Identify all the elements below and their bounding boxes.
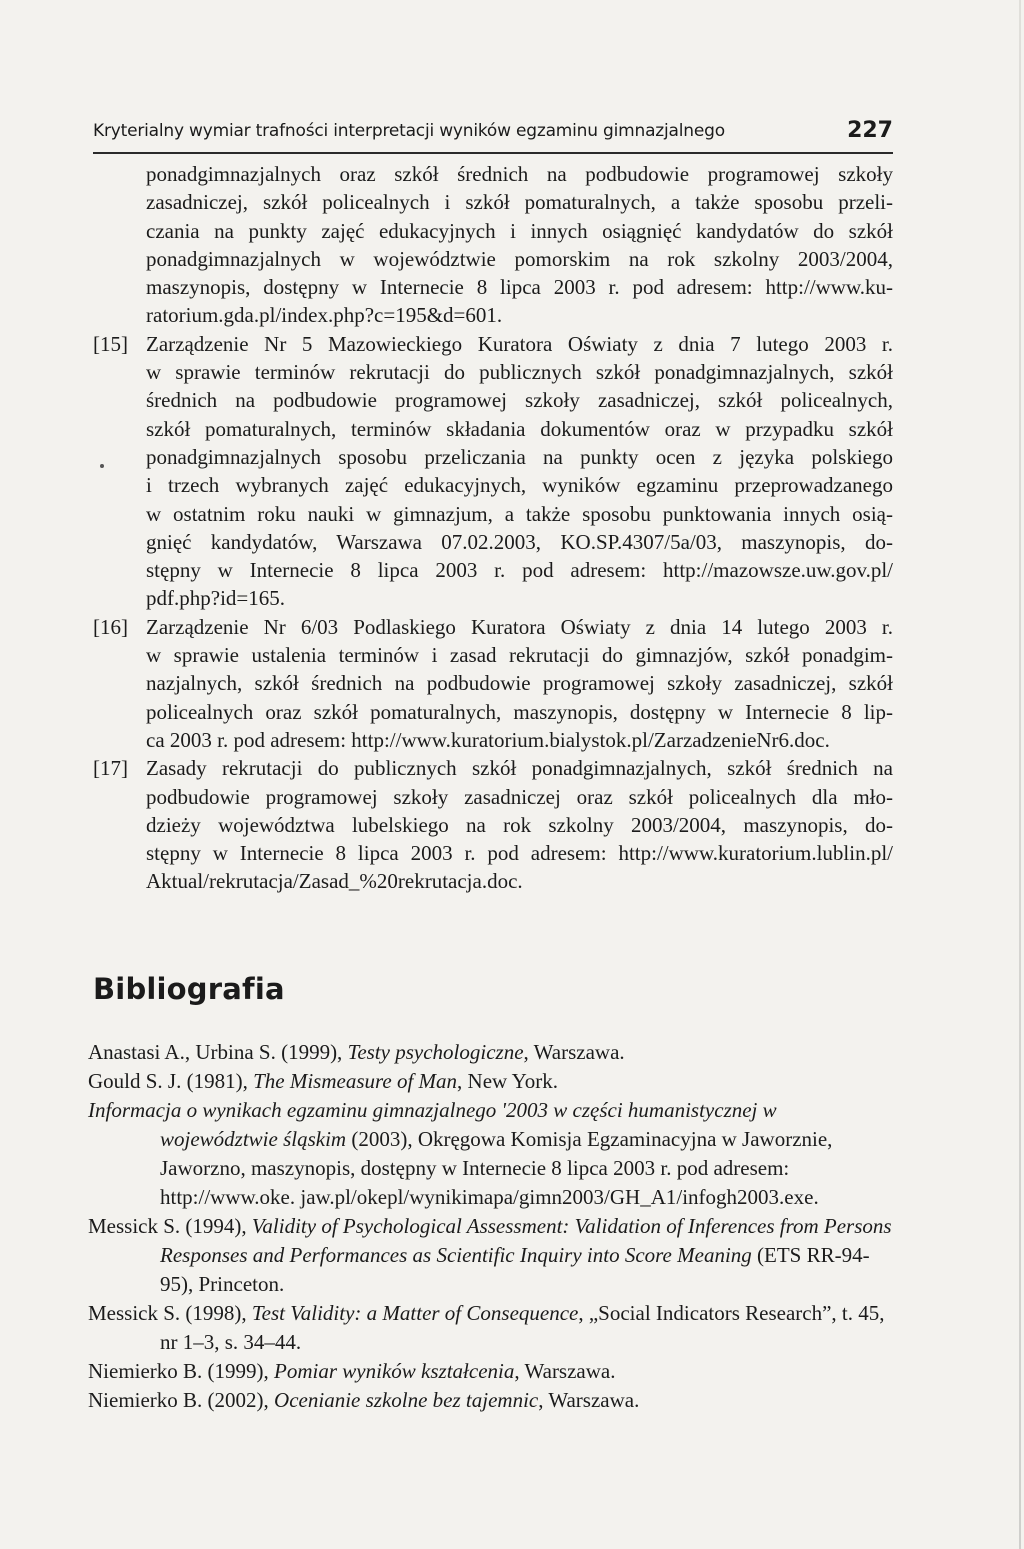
reference-line: Zarządzenie Nr 5 Mazowieckiego Kuratora Oświaty z dnia 7 lutego 2003 r. [146, 331, 893, 356]
bib-entry-details: , Warszawa. [514, 1359, 616, 1383]
bibliography-entry [88, 1386, 898, 1415]
reference-line: Zasady rekrutacji do publicznych szkół ponadgimnazjalnych, szkół średnich na [146, 756, 893, 781]
running-title: Kryterialny wymiar trafności interpretacji wyników egzaminu gimnazjalnego [93, 121, 725, 141]
reference-line: Aktual/rekrutacja/Zasad_%20rekrutacja.doc. [146, 869, 523, 894]
bibliography-entry [88, 1212, 898, 1299]
reference-line: gnięć kandydatów, Warszawa 07.02.2003, KO.SP.4307/5a/03, maszynopis, do- [146, 529, 893, 554]
reference-number: [16] [93, 614, 128, 639]
reference-line: w sprawie terminów rekrutacji do publicznych szkół ponadgimnazjalnych, szkół [146, 360, 893, 385]
reference-line: Zarządzenie Nr 6/03 Podlaskiego Kuratora Oświaty z dnia 14 lutego 2003 r. [146, 614, 893, 639]
reference-entry-17 [93, 754, 893, 895]
reference-line: nazjalnych, szkół średnich na podbudowie programowej szkoły zasadniczej, szkół [146, 671, 893, 696]
bib-entry-title: Validity of Psychological Assessment: Validation of Inferences from Persons Responses and Performances as Scientific Inquiry into Score Meaning [160, 1214, 892, 1267]
reference-line: ponadgimnazjalnych sposobu przeliczania na punkty ocen z języka polskiego [146, 444, 893, 469]
bib-entry-title: Pomiar wyników kształcenia [274, 1359, 515, 1383]
bib-entry-authors: Niemierko B. (2002), [88, 1388, 275, 1412]
reference-line: średnich na podbudowie programowej szkoły zasadniczej, szkół policealnych, [146, 388, 893, 413]
scan-speck [100, 464, 104, 468]
reference-line: czania na punkty zajęć edukacyjnych i innych osiągnięć kandydatów do szkół [146, 218, 893, 243]
bibliography-entry [88, 1096, 898, 1212]
bib-entry-authors: Niemierko B. (1999), [88, 1359, 275, 1383]
bib-entry-details: , Warszawa. [538, 1388, 640, 1412]
bib-entry-details: , New York. [457, 1069, 558, 1093]
reference-line: maszynopis, dostępny w Internecie 8 lipca 2003 r. pod adresem: http://www.ku- [146, 275, 893, 300]
reference-line: pdf.php?id=165. [146, 586, 285, 611]
reference-line: stępny w Internecie 8 lipca 2003 r. pod adresem: http://www.kuratorium.lublin.pl/ [146, 841, 893, 866]
bib-entry-details: , Warszawa. [523, 1040, 625, 1064]
reference-line: w sprawie ustalenia terminów i zasad rekrutacji do gimnazjów, szkół ponadgim- [146, 643, 893, 668]
reference-line: ponadgimnazjalnych w województwie pomorskim na rok szkolny 2003/2004, [146, 246, 893, 271]
reference-line: w ostatnim roku nauki w gimnazjum, a także sposobu punktowania innych osią- [146, 501, 893, 526]
reference-list [93, 160, 893, 896]
bib-entry-authors: Messick S. (1994), [88, 1214, 252, 1238]
reference-line: policealnych oraz szkół pomaturalnych, maszynopis, dostępny w Internecie 8 lip- [146, 699, 893, 724]
bib-entry-title: Informacja o wynikach egzaminu gimnazjalnego '2003 w części humanistycznej w województwie śląskim [88, 1098, 777, 1151]
running-header [93, 118, 893, 154]
reference-line: ratorium.gda.pl/index.php?c=195&d=601. [146, 303, 503, 328]
bibliography-list [88, 1038, 898, 1415]
reference-line: i trzech wybranych zajęć edukacyjnych, wyników egzaminu przeprowadzanego [146, 473, 893, 498]
bib-entry-title: Ocenianie szkolne bez tajemnic [274, 1388, 539, 1412]
reference-number: [17] [93, 756, 128, 781]
reference-number: [15] [93, 331, 128, 356]
bib-entry-details: (2003), Okręgowa Komisja Egzaminacyjna w Jaworznie, Jaworzno, maszynopis, dostępny w Internecie 8 lipca 2003 r. pod adresem: http://www.oke. jaw.pl/okepl/wynikimapa/gimn2003/GH_A1/infogh2003.exe. [160, 1127, 833, 1209]
reference-line: stępny w Internecie 8 lipca 2003 r. pod adresem: http://mazowsze.uw.gov.pl/ [146, 558, 893, 583]
reference-line: ca 2003 r. pod adresem: http://www.kuratorium.bialystok.pl/ZarzadzenieNr6.doc. [146, 727, 830, 752]
reference-line: szkół pomaturalnych, terminów składania dokumentów oraz w przypadku szkół [146, 416, 893, 441]
bib-entry-title: Testy psychologiczne [347, 1040, 524, 1064]
reference-line: dzieży województwa lubelskiego na rok szkolny 2003/2004, maszynopis, do- [146, 812, 893, 837]
reference-entry-15 [93, 330, 893, 613]
bib-entry-title: Test Validity: a Matter of Consequence [251, 1301, 579, 1325]
bibliography-entry [88, 1067, 898, 1096]
bib-entry-authors: Gould S. J. (1981), [88, 1069, 254, 1093]
bibliography-entry [88, 1038, 898, 1067]
bib-entry-details: , „Social Indicators Research”, t. 45, nr 1–3, s. 34–44. [160, 1301, 885, 1354]
bib-entry-details: (ETS RR-94-95), Princeton. [160, 1243, 870, 1296]
scan-edge-shadow [1019, 0, 1021, 1549]
section-heading-bibliography: Bibliografia [93, 972, 285, 1006]
bibliography-entry [88, 1357, 898, 1386]
bib-entry-authors: Anastasi A., Urbina S. (1999), [88, 1040, 348, 1064]
reference-entry-14-continued [93, 160, 893, 330]
reference-line: podbudowie programowej szkoły zasadniczej oraz szkół policealnych dla mło- [146, 784, 893, 809]
reference-line: ponadgimnazjalnych oraz szkół średnich na podbudowie programowej szkoły [146, 162, 893, 186]
bib-entry-title: The Mismeasure of Man [253, 1069, 458, 1093]
reference-line: zasadniczej, szkół policealnych i szkół pomaturalnych, a także sposobu przeli- [146, 190, 893, 215]
reference-entry-16 [93, 613, 893, 754]
bibliography-entry [88, 1299, 898, 1357]
bib-entry-authors: Messick S. (1998), [88, 1301, 252, 1325]
page-number: 227 [847, 118, 893, 143]
